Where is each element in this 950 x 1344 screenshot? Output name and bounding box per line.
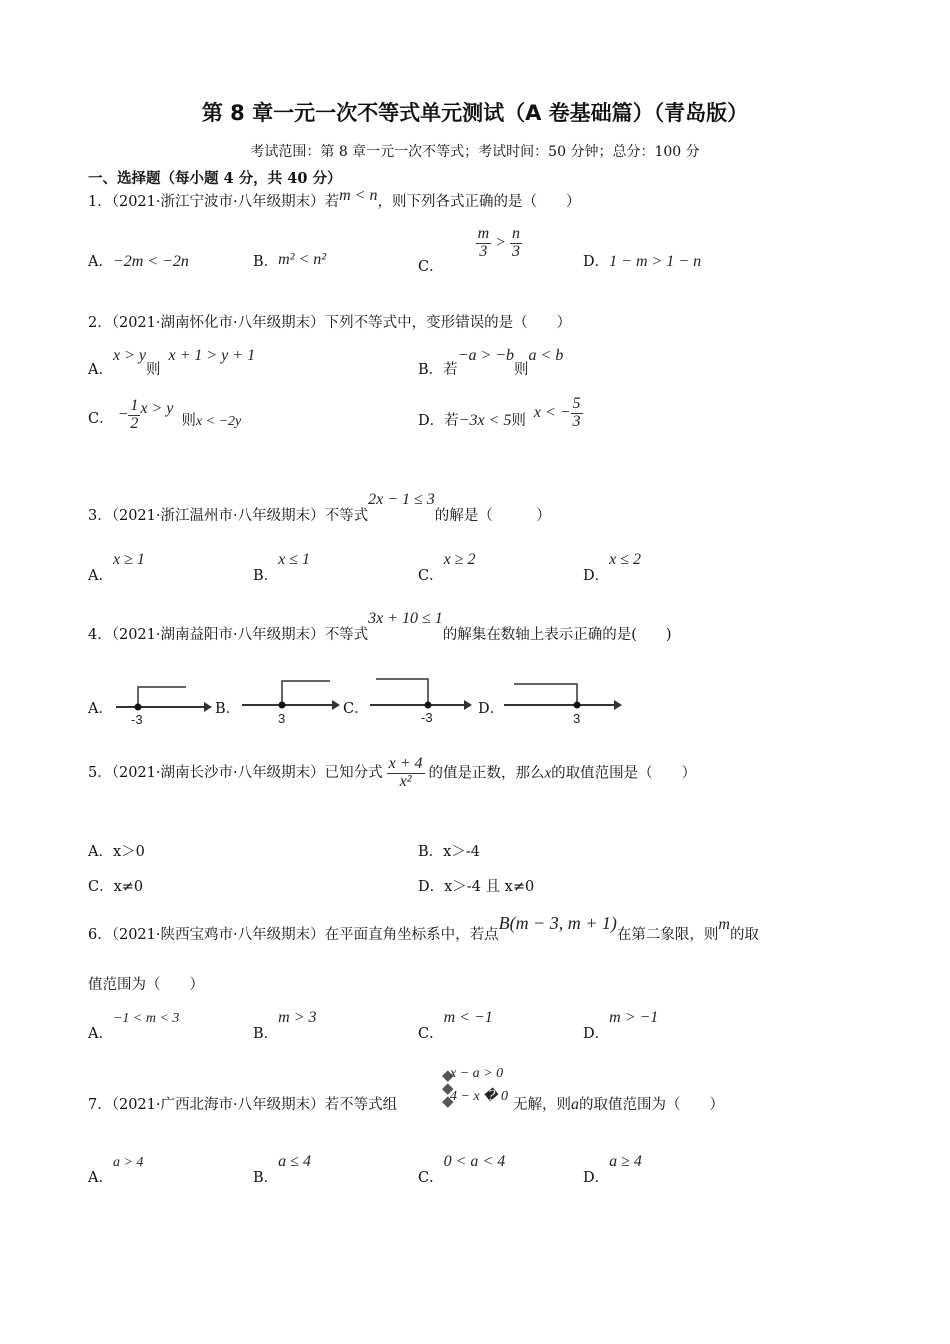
q2-c-word: 则	[181, 412, 196, 429]
q4-option-c-label[interactable]: C．	[343, 701, 369, 717]
q3-d-label: D．	[583, 568, 610, 584]
q2-option-c[interactable]	[88, 397, 242, 439]
q1-option-d[interactable]	[583, 250, 701, 271]
q1-c-operator: >	[495, 233, 506, 251]
q7-a-label: A．	[88, 1170, 113, 1186]
arrow-head	[332, 700, 340, 710]
q5-option-d[interactable]: D．x＞-4 且 x≠0	[418, 879, 535, 895]
q5-option-c[interactable]: C．x≠0	[88, 879, 144, 895]
q1-c-frac2-num: n	[511, 225, 520, 242]
q2-b-word: 则	[514, 362, 529, 378]
q1-c-frac1-den: 3	[479, 242, 488, 260]
solution-bracket	[138, 687, 186, 707]
q6-point: B(m − 3, m + 1)	[498, 913, 617, 933]
brace-glyph-icon: ◆	[442, 1081, 454, 1097]
q6-a-math: −1 < m < 3	[112, 1011, 180, 1026]
q7-variable: a	[571, 1096, 579, 1113]
q7-b-math: a ≤ 4	[278, 1153, 311, 1170]
q5-frac-den: x²	[399, 772, 412, 790]
q4-option-a-numberline[interactable]	[112, 680, 212, 730]
q3-inequality: 2x − 1 ≤ 3	[368, 491, 435, 508]
q7-system-line2: 4 − x � 0	[450, 1089, 509, 1104]
solution-bracket	[282, 681, 330, 705]
q6-d-label: D．	[583, 1026, 610, 1042]
q2-c-rest: x > y	[140, 399, 174, 417]
q2-option-b[interactable]	[418, 344, 564, 378]
q5-frac-num: x + 4	[388, 755, 423, 772]
solution-bracket	[376, 679, 428, 705]
page-title: 第 8 章一元一次不等式单元测试（A 卷基础篇）（青岛版）	[201, 101, 749, 125]
q2-c-math2: x < −2y	[195, 413, 242, 429]
q5-stem-mid: 的值是正数，那么	[428, 765, 545, 782]
q6-stem-mid: 在第二象限，则	[616, 927, 719, 943]
q7-d-math: a ≥ 4	[609, 1153, 642, 1170]
solid-dot	[135, 704, 142, 711]
q3-a-label: A．	[88, 568, 113, 584]
q4-option-c-numberline[interactable]	[366, 674, 476, 730]
q6-d-math: m > −1	[609, 1009, 659, 1026]
section-heading: 一、选择题（每小题 4 分，共 40 分）	[88, 170, 342, 187]
q5-stem	[88, 756, 696, 791]
q2-a-math1: x > y	[112, 347, 146, 364]
solid-dot	[279, 702, 286, 709]
q7-a-math: a > 4	[112, 1155, 144, 1170]
q7-stem-post	[513, 1093, 724, 1114]
q2-c-neg: −	[117, 405, 129, 423]
q1-option-a[interactable]	[88, 250, 189, 271]
tick-label: -3	[421, 710, 433, 725]
q4-stem	[88, 607, 672, 643]
q5-stem-pre: 5．（2021·湖南长沙市·八年级期末）已知分式	[88, 765, 383, 782]
q7-system-line1: x − a > 0	[450, 1066, 504, 1081]
q3-b-label: B．	[253, 568, 279, 584]
q1-condition: m < n	[339, 187, 378, 204]
solid-dot	[574, 702, 581, 709]
q3-c-math: x ≥ 2	[443, 551, 476, 568]
q7-option-b[interactable]	[253, 1150, 311, 1186]
q5-option-a[interactable]: A．x＞0	[88, 844, 145, 860]
q1-a-label: A．	[88, 254, 113, 270]
q6-variable: m	[718, 916, 730, 933]
q5-stem-post: 的取值范围是（ ）	[551, 765, 697, 782]
q1-stem	[88, 187, 581, 211]
q2-c-frac-num: 1	[130, 397, 139, 414]
q3-option-b[interactable]	[253, 548, 311, 584]
q6-b-label: B．	[253, 1026, 279, 1042]
q7-stem-end: 的取值范围为（ ）	[579, 1097, 724, 1113]
q4-option-b-label[interactable]: B．	[215, 701, 241, 717]
q6-b-math: m > 3	[278, 1009, 317, 1026]
q2-c-label: C．	[88, 410, 114, 427]
arrow-head	[204, 702, 212, 712]
q2-d-lhs: x < −	[533, 403, 571, 421]
solid-dot	[425, 702, 432, 709]
q4-option-b-numberline[interactable]	[240, 676, 342, 730]
q3-c-label: C．	[418, 568, 444, 584]
q7-d-label: D．	[583, 1170, 610, 1186]
exam-info: 考试范围：第 8 章一元一次不等式；考试时间：50 分钟；总分：100 分	[250, 144, 700, 160]
q6-c-math: m < −1	[443, 1009, 493, 1026]
q5-option-b[interactable]: B．x＞-4	[418, 844, 480, 860]
q6-stem-post: 的取	[729, 927, 759, 943]
q2-a-math2: x + 1 > y + 1	[168, 347, 256, 364]
q3-stem-pre: 3．（2021·浙江温州市·八年级期末）不等式	[88, 508, 369, 524]
q6-stem	[88, 913, 759, 943]
q6-c-label: C．	[418, 1026, 444, 1042]
q6-stem-pre: 6．（2021·陕西宝鸡市·八年级期末）在平面直角坐标系中，若点	[88, 927, 499, 943]
brace-glyph-icon: ◆	[442, 1068, 454, 1084]
q6-option-c[interactable]	[418, 1006, 493, 1042]
q2-option-a[interactable]	[88, 344, 256, 378]
q1-d-math: 1 − m > 1 − n	[609, 253, 702, 270]
q5-variable: x	[544, 765, 552, 782]
tick-label: 3	[278, 711, 286, 726]
q1-b-label: B．	[253, 254, 279, 270]
q1-a-math: −2m < −2n	[112, 253, 189, 270]
q3-b-math: x ≤ 1	[278, 551, 311, 568]
q3-option-a[interactable]	[88, 548, 145, 584]
q7-b-label: B．	[253, 1170, 279, 1186]
q4-stem-post: 的解集在数轴上表示正确的是( )	[442, 627, 672, 643]
q1-stem-pre: 1．（2021·浙江宁波市·八年级期末）若	[88, 194, 340, 210]
q4-option-d-label[interactable]: D．	[478, 701, 505, 717]
q2-b-math1: −a > −b	[457, 347, 515, 364]
q2-b-math2: a < b	[528, 347, 564, 364]
q2-c-frac-den: 2	[130, 414, 139, 432]
q7-c-label: C．	[418, 1170, 444, 1186]
q1-c-label: C．	[418, 258, 444, 275]
q1-c-frac2-den: 3	[511, 242, 520, 260]
q1-c-frac1-num: m	[477, 225, 490, 242]
q3-option-d[interactable]	[583, 548, 642, 584]
q3-option-c[interactable]	[418, 548, 476, 584]
q4-stem-pre: 4．（2021·湖南益阳市·八年级期末）不等式	[88, 627, 369, 643]
q3-d-math: x ≤ 2	[609, 551, 642, 568]
q7-option-d[interactable]	[583, 1150, 642, 1186]
q3-a-math: x ≥ 1	[112, 551, 145, 568]
tick-label: -3	[131, 712, 143, 727]
q1-stem-post: ，则下列各式正确的是（ ）	[377, 194, 581, 210]
q7-c-math: 0 < a < 4	[443, 1153, 506, 1170]
q2-d-word: 则	[511, 412, 526, 429]
q2-a-word: 则	[145, 362, 161, 378]
q3-stem	[88, 488, 551, 524]
q2-option-d[interactable]	[418, 395, 583, 439]
arrow-head	[614, 700, 622, 710]
q4-inequality: 3x + 10 ≤ 1	[368, 610, 443, 627]
q6-option-b[interactable]	[253, 1006, 317, 1042]
q4-option-a-label[interactable]: A．	[88, 701, 113, 717]
q7-option-c[interactable]	[418, 1150, 506, 1186]
solution-bracket	[514, 684, 577, 705]
q2-b-label: B．若	[418, 362, 458, 378]
q2-d-frac-den: 3	[572, 412, 581, 430]
q3-stem-post: 的解是（ ）	[434, 508, 551, 524]
q2-d-math1: −3x < 5	[458, 411, 512, 429]
q1-option-b[interactable]	[253, 250, 326, 271]
q4-option-d-numberline[interactable]	[500, 678, 626, 730]
q7-stem-pre: 7．（2021·广西北海市·八年级期末）若不等式组	[88, 1097, 398, 1113]
arrow-head	[464, 700, 472, 710]
q1-d-label: D．	[583, 254, 610, 270]
q7-option-a[interactable]	[88, 1150, 144, 1186]
q2-d-label: D．若	[418, 412, 459, 429]
q6-option-d[interactable]	[583, 1006, 659, 1042]
brace-glyph-icon: ◆	[442, 1094, 454, 1110]
q6-option-a[interactable]	[88, 1006, 180, 1042]
q2-stem: 2．（2021·湖南怀化市·八年级期末）下列不等式中，变形错误的是（ ）	[88, 315, 572, 331]
q1-option-c[interactable]	[418, 225, 520, 275]
q2-a-label: A．	[88, 362, 113, 378]
q6-a-label: A．	[88, 1026, 113, 1042]
q1-b-math: m² < n²	[278, 251, 327, 268]
tick-label: 3	[573, 711, 581, 726]
q2-d-frac-num: 5	[572, 395, 581, 412]
q6-stem-line2: 值范围为（ ）	[88, 977, 204, 993]
q7-stem-mid: 无解，则	[513, 1097, 571, 1113]
